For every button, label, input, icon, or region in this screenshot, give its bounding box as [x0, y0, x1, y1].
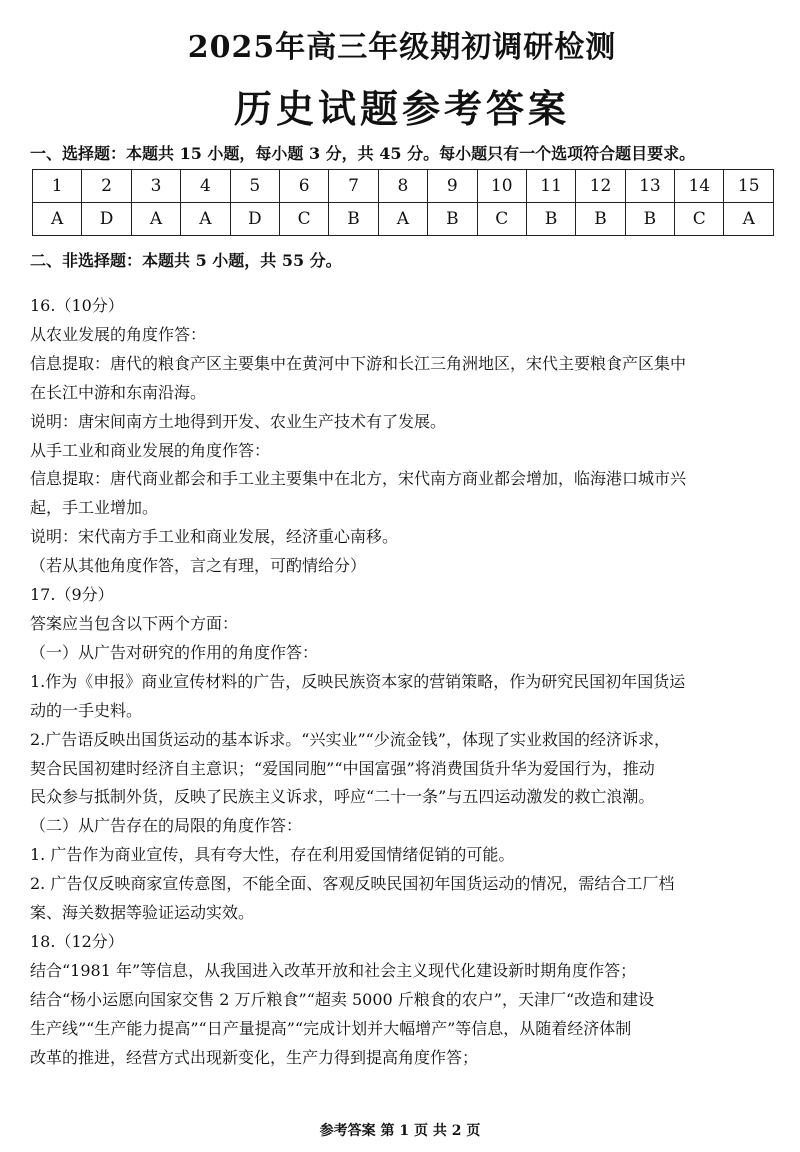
- answer-line: 说明：宋代南方手工业和商业发展，经济重心南移。: [30, 527, 399, 547]
- question-number-cell: 6: [279, 170, 328, 203]
- question-number-cell: 9: [428, 170, 477, 203]
- answer-line: 在长江中游和东南沿海。: [30, 382, 207, 402]
- answer-line: （二）从广告存在的局限的角度作答：: [30, 816, 303, 836]
- answer-line: （一）从广告对研究的作用的角度作答：: [30, 642, 319, 662]
- answer-line: 1.作为《申报》商业宣传材料的广告，反映民族资本家的营销策略，作为研究民国初年国货运: [30, 671, 686, 691]
- answer-cell: B: [625, 203, 674, 236]
- answer-cell: B: [576, 203, 625, 236]
- answer-line: 结合“1981 年”等信息，从我国进入改革开放和社会主义现代化建设新时期角度作答；: [30, 960, 637, 980]
- answer-cell: D: [82, 203, 131, 236]
- question-number-cell: 1: [33, 170, 82, 203]
- answer-line: 17.（9分）: [30, 585, 114, 605]
- answer-cell: C: [477, 203, 526, 236]
- question-number-cell: 14: [675, 170, 724, 203]
- answer-line: 改革的推进，经营方式出现新变化，生产力得到提高角度作答；: [30, 1047, 479, 1067]
- answer-line: 从农业发展的角度作答：: [30, 324, 207, 344]
- answer-cell: A: [181, 203, 230, 236]
- answer-sheet-page: [0, 22, 800, 1152]
- question-number-cell: 13: [625, 170, 674, 203]
- answer-line: 说明：唐宋间南方土地得到开发、农业生产技术有了发展。: [30, 411, 447, 431]
- answer-line: 2.广告语反映出国货运动的基本诉求。“兴实业”“少流金钱”，体现了实业救国的经济诉求，: [30, 729, 670, 749]
- answer-body: [30, 292, 774, 1072]
- question-number-cell: 12: [576, 170, 625, 203]
- answer-line: 18.（12分）: [30, 931, 124, 951]
- page-footer: 参考答案 第 1 页 共 2 页: [319, 1123, 481, 1139]
- question-number-cell: 3: [131, 170, 180, 203]
- answer-line: 2. 广告仅反映商家宣传意图，不能全面、客观反映民国初年国货运动的情况，需结合工厂档: [30, 874, 675, 894]
- answer-line: 1. 广告作为商业宣传，具有夸大性，存在利用爱国情绪促销的可能。: [30, 845, 515, 865]
- question-number-row: [33, 170, 774, 203]
- answer-line: 生产线”“生产能力提高”“日产量提高”“完成计划并大幅增产”等信息，从随着经济体制: [30, 1018, 632, 1038]
- question-number-cell: 10: [477, 170, 526, 203]
- answer-line: 从手工业和商业发展的角度作答：: [30, 440, 271, 460]
- answer-cell: A: [378, 203, 427, 236]
- question-number-cell: 11: [526, 170, 575, 203]
- exam-title: 2025年高三年级期初调研检测: [187, 30, 617, 65]
- question-number-cell: 2: [82, 170, 131, 203]
- question-number-cell: 15: [724, 170, 774, 203]
- answer-line: 16.（10分）: [30, 296, 124, 315]
- answer-cell: A: [33, 203, 82, 236]
- answer-key-title: 历史试题参考答案: [233, 86, 570, 131]
- section2-heading: 二、非选择题：本题共 5 小题，共 55 分。: [30, 251, 342, 270]
- answer-table: [32, 169, 774, 236]
- answer-line: （若从其他角度作答，言之有理，可酌情给分）: [30, 556, 367, 576]
- question-number-cell: 8: [378, 170, 427, 203]
- answer-cell: D: [230, 203, 279, 236]
- answer-line: 信息提取：唐代的粮食产区主要集中在黄河中下游和长江三角洲地区，宋代主要粮食产区集中: [30, 353, 687, 373]
- answer-cell: C: [675, 203, 724, 236]
- answer-cell: B: [428, 203, 477, 236]
- answer-cell: B: [329, 203, 378, 236]
- answer-line: 信息提取：唐代商业都会和手工业主要集中在北方，宋代南方商业都会增加，临海港口城市兴: [30, 469, 687, 489]
- answer-cell: C: [279, 203, 328, 236]
- answer-cell: A: [131, 203, 180, 236]
- section1-heading: 一、选择题：本题共 15 小题，每小题 3 分，共 45 分。每小题只有一个选项符合题目要求。: [30, 144, 696, 163]
- answer-line: 答案应当包含以下两个方面：: [30, 613, 239, 633]
- answer-cell: B: [526, 203, 575, 236]
- answer-line: 结合“杨小运愿向国家交售 2 万斤粮食”“超卖 5000 斤粮食的农户”，天津厂“改造和建设: [30, 989, 655, 1009]
- answer-line: 案、海关数据等验证运动实效。: [30, 903, 255, 923]
- answer-row: [33, 203, 774, 236]
- answer-line: 动的一手史料。: [30, 700, 143, 720]
- question-number-cell: 7: [329, 170, 378, 203]
- question-number-cell: 4: [181, 170, 230, 203]
- answer-line: 契合民国初建时经济自主意识；“爱国同胞”“中国富强”将消费国货升华为爱国行为，推动: [30, 758, 655, 778]
- answer-cell: A: [724, 203, 774, 236]
- answer-line: 起，手工业增加。: [30, 498, 159, 518]
- answer-line: 民众参与抵制外货，反映了民族主义诉求，呼应“二十一条”与五四运动激发的救亡浪潮。: [30, 787, 655, 807]
- question-number-cell: 5: [230, 170, 279, 203]
